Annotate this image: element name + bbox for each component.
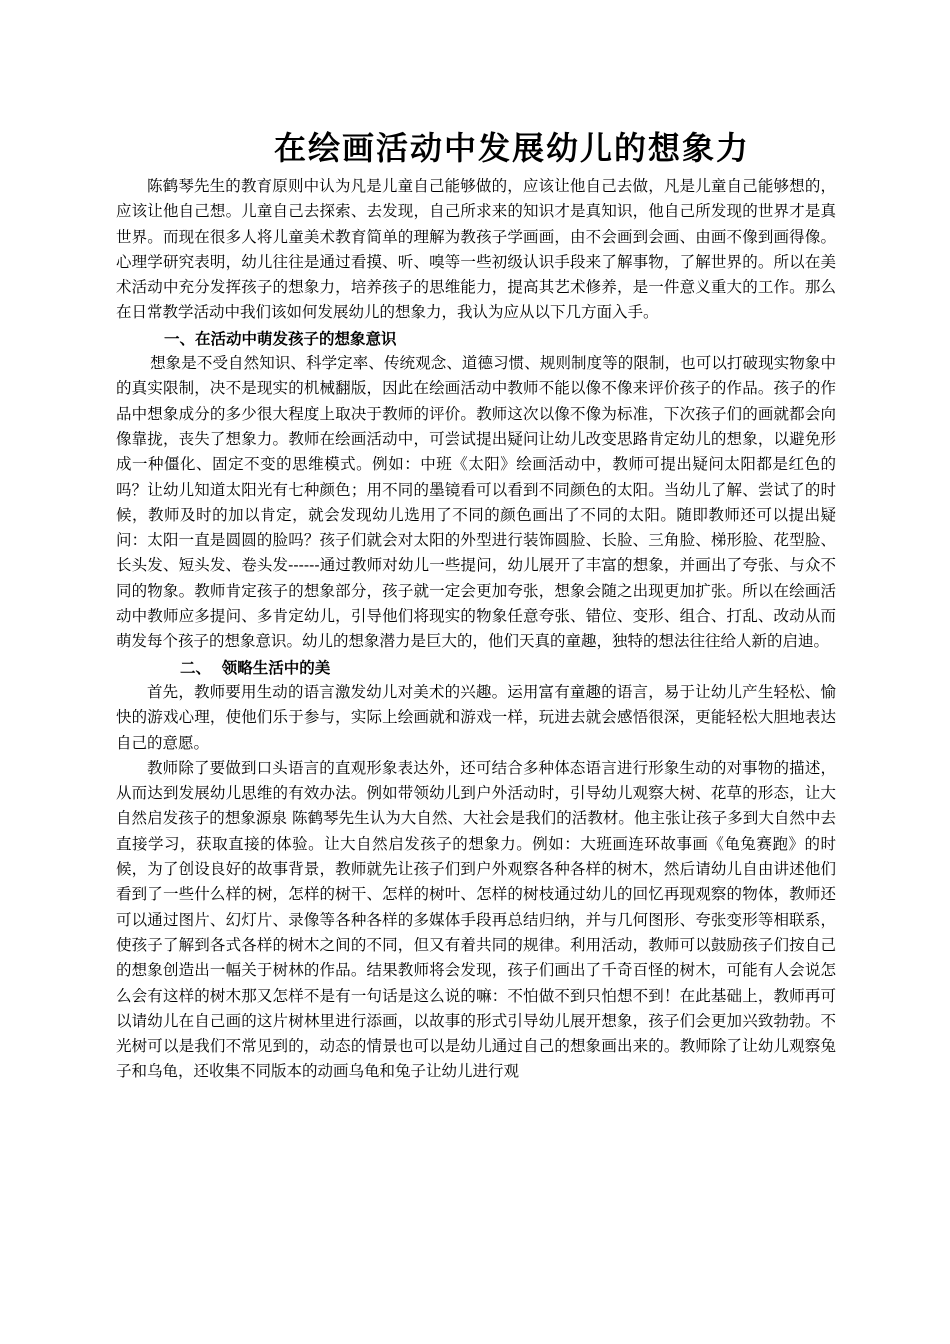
document-title: 在绘画活动中发展幼儿的想象力 bbox=[273, 129, 750, 167]
section-2-paragraph-1: 首先，教师要用生动的语言激发幼儿对美术的兴趣。运用富有童趣的语言，易于让幼儿产生轻松、愉快的游戏心理，使他们乐于参与，实际上绘画就和游戏一样，玩进去就会感悟很深，更能轻松大胆地表达自己的意愿。 bbox=[116, 682, 836, 752]
section-heading-2: 二、 领略生活中的美 bbox=[180, 657, 331, 677]
section-heading-1: 一、在活动中萌发孩子的想象意识 bbox=[164, 328, 397, 348]
document-body bbox=[116, 174, 836, 1085]
section-2-paragraph-2: 教师除了要做到口头语言的直观形象表达外，还可结合多种体态语言进行形象生动的对事物的描述，从而达到发展幼儿思维的有效办法。例如带领幼儿到户外活动时，引导幼儿观察大树、花草的形态，让大自然启发孩子的想象源泉 陈鹤琴先生认为大自然、大社会是我们的活教材。他主张让孩子多到大自然中去直接学习，获取直接的体验。让大自然启发孩子的想象力。例如：大班画连环故事画《龟兔赛跑》的时候，为了创设良好的故事背景，教师就先让孩子们到户外观察各种各样的树木，然后请幼儿自由讲述他们看到了一些什么样的树，怎样的树干、怎样的树叶、怎样的树枝通过幼儿的回忆再现观察的物体，教师还可以通过图片、幻灯片、录像等各种各样的多媒体手段再总结归纳，并与几何图形、夸张变形等相联系，使孩子了解到各式各样的树木之间的不同，但又有着共同的规律。利用活动，教师可以鼓励孩子们按自己的想象创造出一幅关于树林的作品。结果教师将会发现，孩子们画出了千奇百怪的树木，可能有人会说怎么会有这样的树木那又怎样不是有一句话是这么说的嘛：不怕做不到只怕想不到！在此基础上，教师再可以请幼儿在自己画的这片树林里进行添画，以故事的形式引导幼儿展开想象，孩子们会更加兴致勃勃。不光树可以是我们不常见到的，动态的情景也可以是幼儿通过自己的想象画出来的。教师除了让幼儿观察兔子和乌龟，还收集不同版本的动画乌龟和兔子让幼儿进行观 bbox=[116, 758, 836, 1081]
section-1-paragraph: 想象是不受自然知识、科学定率、传统观念、道德习惯、规则制度等的限制，也可以打破现实物象中的真实限制，决不是现实的机械翻版，因此在绘画活动中教师不能以像不像来评价孩子的作品。孩子的作品中想象成分的多少很大程度上取决于教师的评价。教师这次以像不像为标准，下次孩子们的画就都会向像靠拢，丧失了想象力。教师在绘画活动中，可尝试提出疑问让幼儿改变思路肯定幼儿的想象，以避免形成一种僵化、固定不变的思维模式。例如：中班《太阳》绘画活动中，教师可提出疑问太阳都是红色的吗？让幼儿知道太阳光有七种颜色；用不同的墨镜看可以看到不同颜色的太阳。当幼儿了解、尝试了的时候，教师及时的加以肯定，就会发现幼儿选用了不同的颜色画出了不同的太阳。随即教师还可以提出疑问：太阳一直是圆圆的脸吗？孩子们就会对太阳的外型进行装饰圆脸、长脸、三角脸、梯形脸、花型脸、长头发、短头发、卷头发------通过教师对幼儿一些提问，幼儿展开了丰富的想象，并画出了夸张、与众不同的物象。教师肯定孩子的想象部分，孩子就一定会更加夸张，想象会随之出现更加扩张。所以在绘画活动中教师应多提问、多肯定幼儿，引导他们将现实的物象任意夸张、错位、变形、组合、打乱、改动从而萌发每个孩子的想象意识。幼儿的想象潜力是巨大的，他们天真的童趣，独特的想法往往给人新的启迪。 bbox=[116, 354, 836, 651]
intro-paragraph: 陈鹤琴先生的教育原则中认为凡是儿童自己能够做的，应该让他自己去做，凡是儿童自己能够想的，应该让他自己想。儿童自己去探索、去发现，自己所求来的知识才是真知识，他自己所发现的世界才是真世界。而现在很多人将儿童美术教育简单的理解为教孩子学画画，由不会画到会画、由画不像到画得像。心理学研究表明，幼儿往往是通过看摸、听、嗅等一些初级认识手段来了解事物，了解世界的。所以在美术活动中充分发挥孩子的想象力，培养孩子的思维能力，提高其艺术修养，是一件意义重大的工作。那么在日常教学活动中我们该如何发展幼儿的想象力，我认为应从以下几方面入手。 bbox=[116, 177, 836, 322]
